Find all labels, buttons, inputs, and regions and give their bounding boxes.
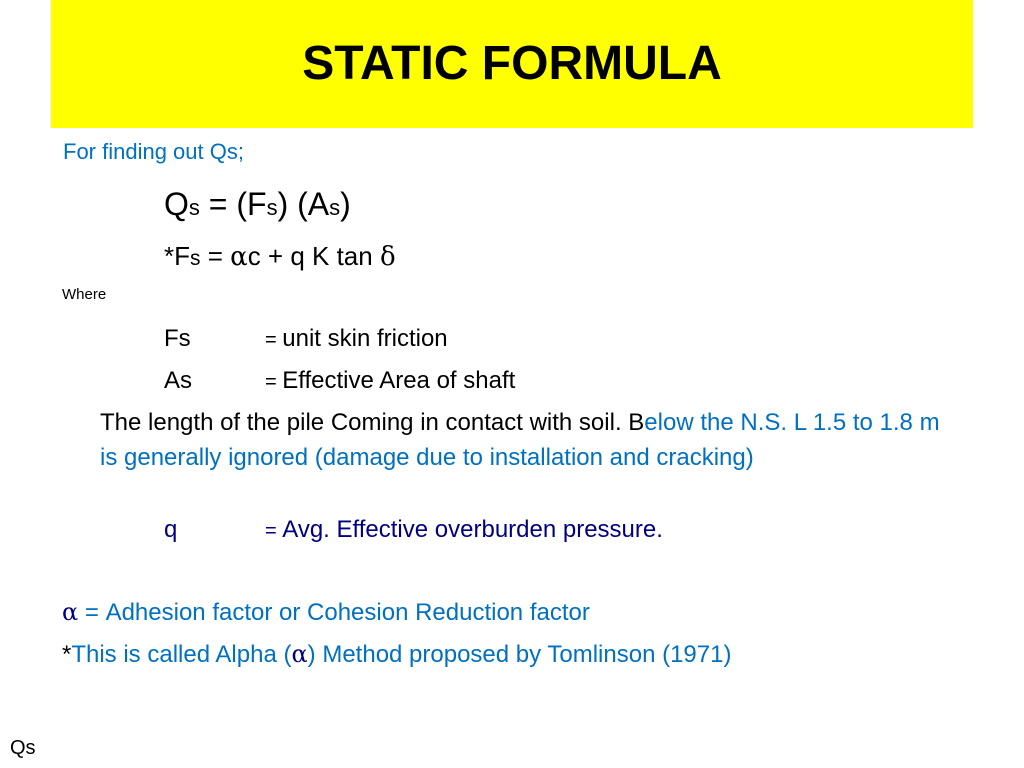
term-symbol-q: q xyxy=(164,516,178,543)
paragraph-blue-text: elow the N.S. L 1.5 to 1.8 m is generally ignored (damage due to installation and cracking) xyxy=(100,409,940,471)
term-as-eq: = xyxy=(265,371,283,393)
alpha-definition xyxy=(62,597,590,628)
term-q-eq: = xyxy=(265,520,283,542)
method-star: * xyxy=(62,641,72,668)
term-q-text: Avg. Effective overburden pressure. xyxy=(282,516,663,543)
pile-length-paragraph xyxy=(100,405,950,475)
eq2-rest: c + q K tan xyxy=(247,241,380,271)
eq2-star: *F xyxy=(164,241,190,271)
eq1-f-sub: s xyxy=(266,195,278,220)
method-alpha-symbol: α xyxy=(291,640,308,668)
intro-text: For finding out Qs; xyxy=(63,139,244,164)
where-label: Where xyxy=(62,286,107,303)
eq1-end: ) xyxy=(340,186,351,222)
term-as-text: Effective Area of shaft xyxy=(282,367,516,394)
equation-fs xyxy=(164,240,396,275)
paragraph-black-text: The length of the pile Coming in contact with soil. B xyxy=(100,409,645,436)
term-fs-eq: = xyxy=(265,329,283,351)
term-symbol-as: As xyxy=(164,367,193,394)
corner-note: Qs xyxy=(10,737,36,759)
term-definition-q xyxy=(265,515,663,546)
term-fs-text: unit skin friction xyxy=(282,325,448,352)
method-note xyxy=(62,639,731,670)
eq2-eq: = xyxy=(200,241,231,271)
alpha-definition-text: = Adhesion factor or Cohesion Reduction factor xyxy=(78,599,590,626)
method-text-2: ) Method proposed by Tomlinson (1971) xyxy=(307,641,732,668)
term-definition-fs xyxy=(265,324,448,355)
alpha-symbol: α xyxy=(230,242,248,272)
method-text-1: This is called Alpha ( xyxy=(71,641,292,668)
eq2-f-sub: s xyxy=(190,247,201,270)
alpha-definition-symbol: α xyxy=(62,598,79,626)
eq1-a-sub: s xyxy=(329,195,341,220)
equation-qs xyxy=(164,185,351,227)
term-definition-as xyxy=(265,366,515,397)
slide-title: STATIC FORMULA xyxy=(302,37,722,90)
eq1-mid2: ) (A xyxy=(277,186,330,222)
eq1-mid1: = (F xyxy=(199,186,267,222)
eq1-q: Q xyxy=(164,186,189,222)
delta-symbol: δ xyxy=(379,242,396,272)
eq1-q-sub: s xyxy=(188,195,200,220)
title-bar xyxy=(51,0,973,128)
term-symbol-fs: Fs xyxy=(164,325,191,352)
